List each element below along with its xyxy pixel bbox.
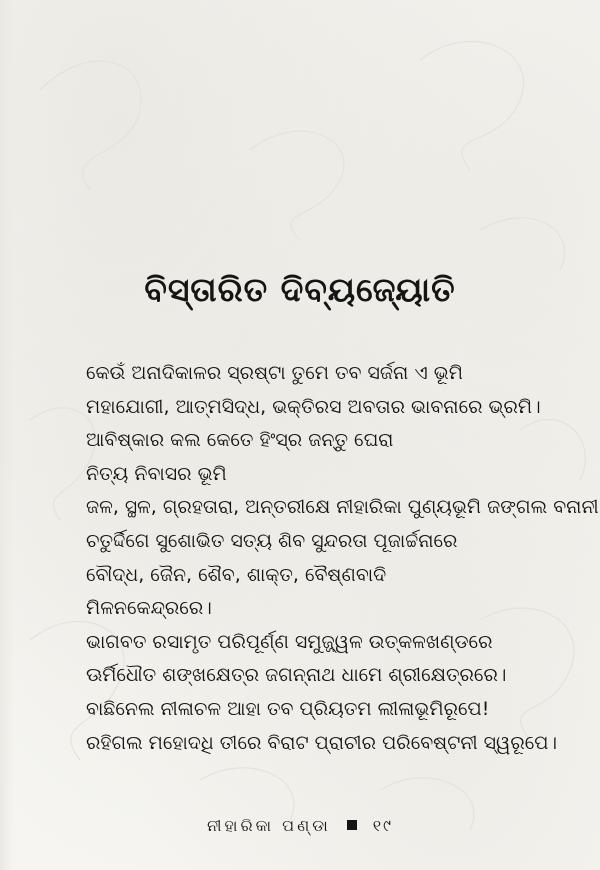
poem-line: ଆବିଷ୍କାର କଲ କେତେ ହିଂସ୍ର ଜନ୍ତୁ ଘେରା: [86, 429, 394, 452]
square-bullet-icon: [347, 820, 357, 830]
page-footer: [0, 816, 600, 836]
poem-body: [86, 357, 599, 760]
poem-line: ଚତୁର୍ଦ୍ଦିଗେ ସୁଶୋଭିତ ସତ୍ୟ ଶିବ ସୁନ୍ଦରତା ପୂଜାର୍ଚ୍ଚନାରେ: [86, 529, 458, 552]
poem-line: ମହାଯୋଗୀ, ଆତ୍ମସିଦ୍ଧ, ଭକ୍ତିରସ ଅବତାର ଭାବନାରେ ଭ୍ରମି।: [86, 395, 541, 418]
poem-line: ଊର୍ମିଧୌତ ଶଙ୍ଖକ୍ଷେତ୍ର ଜଗନ୍ନାଥ ଧାମେ ଶ୍ରୀକ୍ଷେତ୍ରରେ।: [86, 664, 507, 687]
poem-line: ବୌଦ୍ଧ, ଜୈନ, ଶୈବ, ଶାକ୍ତ, ବୈଷ୍ଣବାଦି: [86, 563, 387, 586]
poem-line: ରହିଗଲ ମହୋଦଧି ତୀରେ ବିରାଟ ପ୍ରାଚୀର ପରିବେଷ୍ଟନୀ ସ୍ୱରୂପେ।: [86, 731, 558, 754]
poem-line: ନିତ୍ୟ ନିବାସର ଭୂମି: [86, 462, 227, 485]
page-number: ୧୯: [372, 816, 394, 835]
poem-line: ଜଳ, ସ୍ଥଳ, ଗ୍ରହତାରା, ଅନ୍ତରୀକ୍ଷେ ନୀହାରିକା ପୁଣ୍ୟଭୂମି ଜଙ୍ଗଲ ବନାନୀ: [86, 496, 599, 519]
poem-line: କେଉଁ ଅନାଦିକାଳର ସ୍ରଷ୍ଟା ତୁମେ ତବ ସର୍ଜନା ଏ ଭୂମି: [86, 362, 463, 384]
footer-author: ନୀହାରିକା ପଣ୍ଡା: [206, 816, 331, 835]
poem-line: ବାଛିନେଲ ନୀଳାଚଳ ଆହା ତବ ପ୍ରିୟତମ ଲୀଳାଭୂମିରୂପେ!: [86, 697, 490, 720]
poem-line: ଭାଗବତ ରସାମୃତ ପରିପୂର୍ଣ୍ଣ ସମୁଜ୍ଜ୍ୱଳ ଉତ୍କଳଖଣ୍ଡରେ: [86, 630, 493, 653]
page-gutter-shadow: [0, 0, 14, 870]
poem-title: ବିସ୍ତାରିତ ଦିବ୍ୟଜ୍ୟୋତି: [144, 270, 456, 309]
poem-line: ମିଳନକେନ୍ଦ୍ରରେ।: [86, 597, 212, 620]
